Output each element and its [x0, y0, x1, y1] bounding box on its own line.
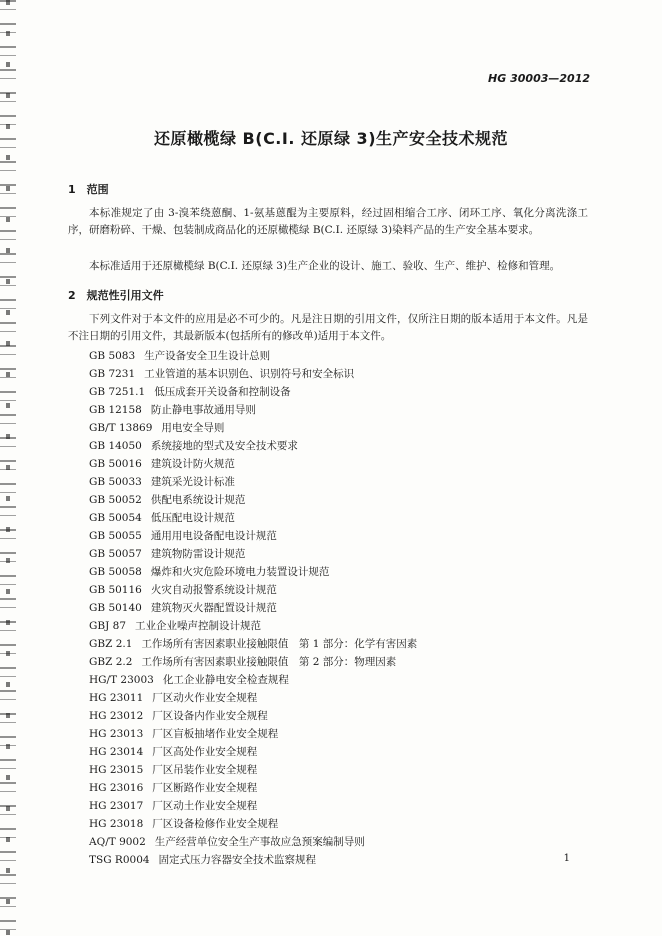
- reference-title: 工业管道的基本识别色、识别符号和安全标识: [144, 368, 355, 380]
- reference-item: [89, 797, 417, 815]
- reference-code: HG 23013: [89, 728, 144, 740]
- reference-code: HG 23017: [89, 800, 144, 812]
- reference-title: 建筑物防雷设计规范: [150, 548, 246, 560]
- reference-item: [89, 815, 417, 833]
- reference-code: GB 50054: [89, 512, 142, 524]
- reference-code: GBJ 87: [89, 620, 127, 632]
- reference-code: GB 50140: [89, 602, 142, 614]
- reference-title: 厂区断路作业安全规程: [152, 782, 258, 794]
- reference-title: 爆炸和火灾危险环境电力装置设计规范: [150, 566, 330, 578]
- section-heading-scope: 1 范围: [68, 183, 109, 196]
- reference-code: GB 7251.1: [89, 386, 146, 398]
- reference-title: 系统接地的型式及安全技术要求: [150, 440, 298, 452]
- references-intro: 下列文件对于本文件的应用是必不可少的。凡是注日期的引用文件，仅所注日期的版本适用于本文件。凡是不注日期的引用文件，其最新版本(包括所有的修改单)适用于本文件。: [68, 313, 588, 342]
- reference-code: GBZ 2.2: [89, 656, 133, 668]
- reference-item: [89, 401, 417, 419]
- reference-code: HG 23011: [89, 692, 144, 704]
- reference-item: [89, 653, 417, 671]
- reference-code: HG 23014: [89, 746, 144, 758]
- reference-list: [89, 347, 417, 869]
- reference-title: 火灾自动报警系统设计规范: [150, 584, 277, 596]
- reference-item: [89, 599, 417, 617]
- reference-item: [89, 545, 417, 563]
- reference-item: [89, 419, 417, 437]
- reference-title: 工作场所有害因素职业接触限值 第 2 部分：物理因素: [141, 656, 397, 668]
- reference-title: 厂区动火作业安全规程: [152, 692, 258, 704]
- reference-item: [89, 779, 417, 797]
- reference-code: GB 50057: [89, 548, 142, 560]
- reference-title: 固定式压力容器安全技术监察规程: [158, 854, 317, 866]
- reference-title: 低压配电设计规范: [150, 512, 235, 524]
- reference-item: [89, 833, 417, 851]
- scope-paragraph-2: 本标准适用于还原橄榄绿 B(C.I. 还原绿 3)生产企业的设计、施工、验收、生产、维护、检修和管理。: [89, 260, 561, 272]
- reference-item: [89, 635, 417, 653]
- reference-code: HG/T 23003: [89, 674, 154, 686]
- reference-item: [89, 563, 417, 581]
- reference-code: GB 50052: [89, 494, 142, 506]
- reference-item: [89, 671, 417, 689]
- reference-code: HG 23015: [89, 764, 144, 776]
- reference-item: [89, 851, 417, 869]
- reference-title: 建筑物灭火器配置设计规范: [150, 602, 277, 614]
- reference-code: HG 23018: [89, 818, 144, 830]
- reference-item: [89, 509, 417, 527]
- reference-item: [89, 455, 417, 473]
- section-heading-references: 2 规范性引用文件: [68, 289, 164, 302]
- reference-code: GB 50033: [89, 476, 142, 488]
- reference-item: [89, 383, 417, 401]
- reference-code: HG 23012: [89, 710, 144, 722]
- reference-title: 建筑采光设计标准: [150, 476, 235, 488]
- reference-item: [89, 743, 417, 761]
- reference-title: 防止静电事故通用导则: [150, 404, 256, 416]
- reference-item: [89, 491, 417, 509]
- reference-title: 供配电系统设计规范: [150, 494, 246, 506]
- reference-code: GB 50016: [89, 458, 142, 470]
- reference-title: 厂区高处作业安全规程: [152, 746, 258, 758]
- reference-item: [89, 581, 417, 599]
- reference-code: GB 50058: [89, 566, 142, 578]
- reference-title: 化工企业静电安全检查规程: [162, 674, 289, 686]
- reference-title: 工作场所有害因素职业接触限值 第 1 部分：化学有害因素: [141, 638, 418, 650]
- reference-title: 生产经营单位安全生产事故应急预案编制导则: [154, 836, 365, 848]
- reference-item: [89, 365, 417, 383]
- reference-code: GB 7231: [89, 368, 136, 380]
- document-title: 还原橄榄绿 B(C.I. 还原绿 3)生产安全技术规范: [153, 129, 509, 148]
- reference-code: AQ/T 9002: [89, 836, 146, 848]
- reference-title: 生产设备安全卫生设计总则: [144, 350, 271, 362]
- standard-number: HG 30003—2012: [488, 72, 590, 85]
- reference-title: 工业企业噪声控制设计规范: [135, 620, 262, 632]
- reference-item: [89, 761, 417, 779]
- scope-paragraph-1: 本标准规定了由 3-溴苯绕蒽酮、1-氨基蒽醌为主要原料，经过固相缩合工序、闭环工序、氧化分离洗涤工序，研磨粉碎、干燥、包装制成商品化的还原橄榄绿 B(C.I. 还原绿 3)染料产品的生产安全基本要求。: [68, 207, 588, 236]
- reference-item: [89, 527, 417, 545]
- reference-code: GB 5083: [89, 350, 136, 362]
- reference-code: TSG R0004: [89, 854, 150, 866]
- reference-title: 用电安全导则: [161, 422, 225, 434]
- reference-title: 厂区盲板抽堵作业安全规程: [152, 728, 279, 740]
- reference-code: HG 23016: [89, 782, 144, 794]
- reference-title: 厂区吊装作业安全规程: [152, 764, 258, 776]
- reference-code: GB 50055: [89, 530, 142, 542]
- reference-code: GB 50116: [89, 584, 142, 596]
- reference-item: [89, 473, 417, 491]
- reference-code: GBZ 2.1: [89, 638, 133, 650]
- reference-code: GB/T 13869: [89, 422, 153, 434]
- reference-title: 低压成套开关设备和控制设备: [154, 386, 291, 398]
- reference-item: [89, 707, 417, 725]
- reference-title: 通用用电设备配电设计规范: [150, 530, 277, 542]
- reference-title: 厂区动土作业安全规程: [152, 800, 258, 812]
- reference-title: 建筑设计防火规范: [150, 458, 235, 470]
- reference-title: 厂区设备检修作业安全规程: [152, 818, 279, 830]
- reference-item: [89, 617, 417, 635]
- page-number: 1: [563, 853, 570, 864]
- reference-title: 厂区设备内作业安全规程: [152, 710, 268, 722]
- reference-item: [89, 437, 417, 455]
- reference-code: GB 14050: [89, 440, 142, 452]
- reference-item: [89, 725, 417, 743]
- reference-item: [89, 689, 417, 707]
- reference-item: [89, 347, 417, 365]
- reference-code: GB 12158: [89, 404, 142, 416]
